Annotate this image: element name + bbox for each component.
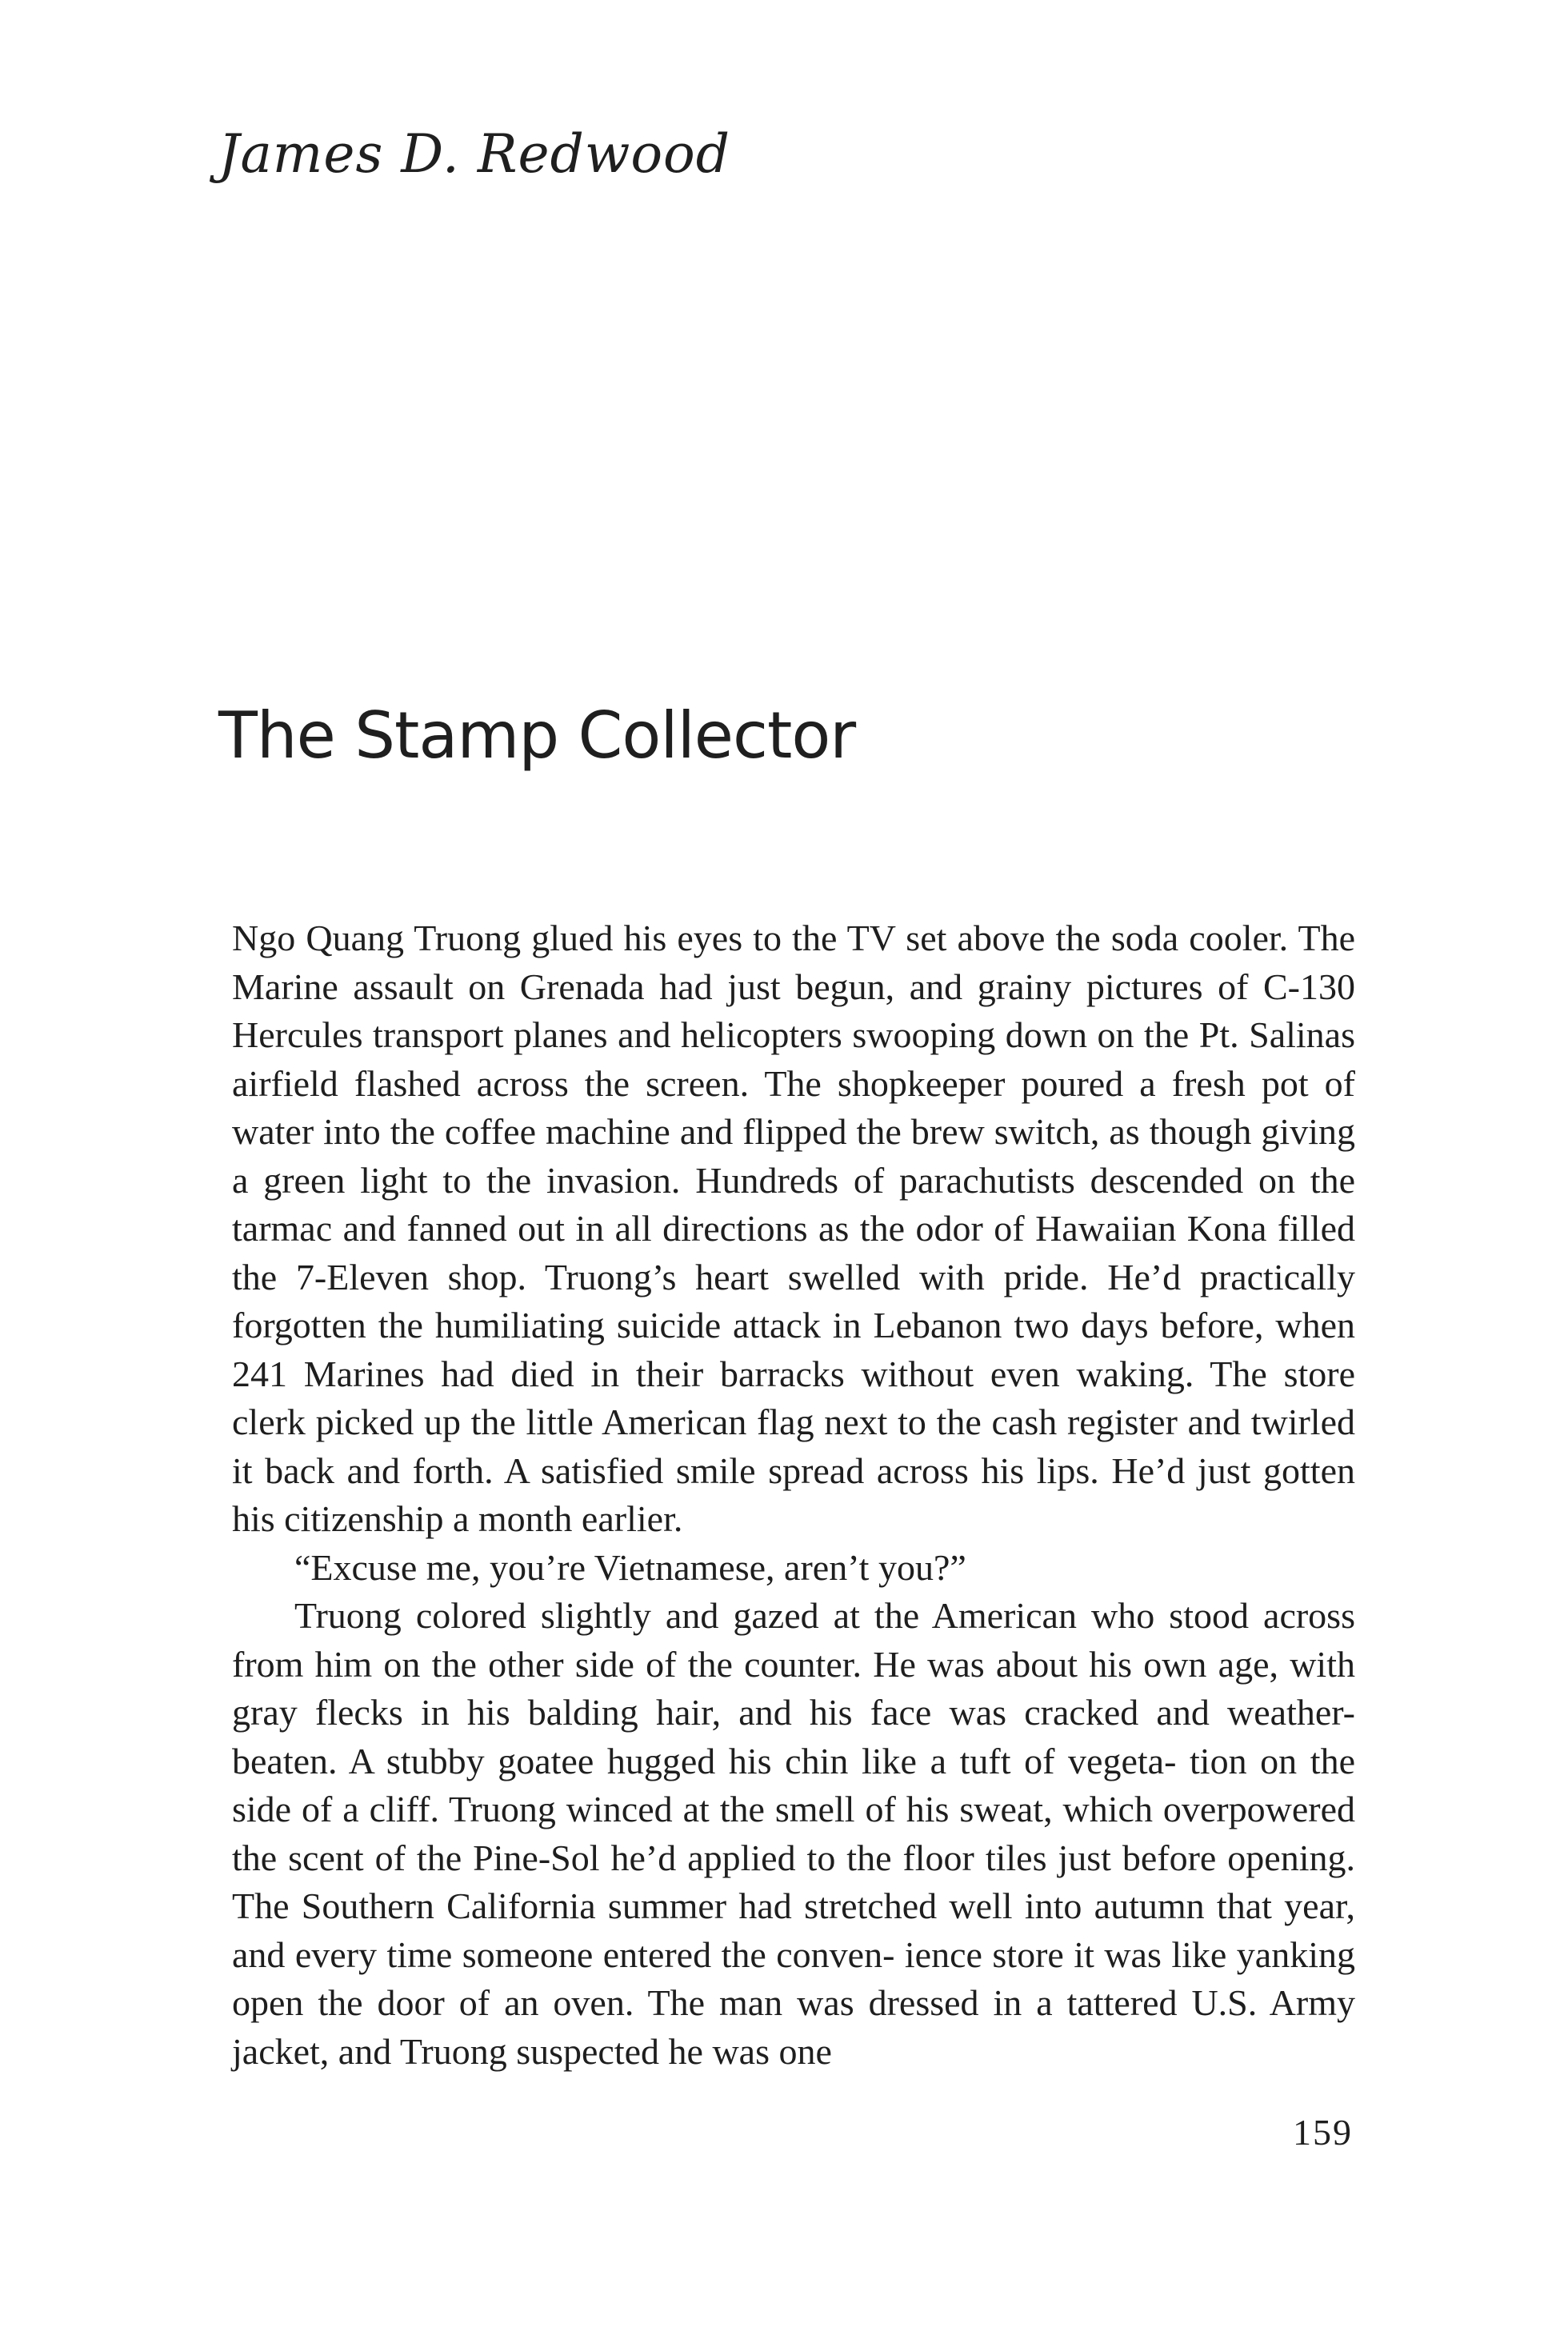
story-title: The Stamp Collector [218,698,856,773]
page-number: 159 [1293,2112,1353,2153]
paragraph-1: Ngo Quang Truong glued his eyes to the TV set above the soda cooler. The Marine assault on Grenada had just begun, and grainy pictures of C-130 Hercules transport planes and helicopters swooping down on the Pt. Salinas airfield flashed across the screen. The shopkeeper poured a fresh pot of water into the coffee machine and flipped the brew switch, as though giving a green light to the invasion. Hundreds of parachutists descended on the tarmac and fanned out in all directions as the odor of Hawaiian Kona filled the 7-Eleven shop. Truong’s heart swelled with pride. He’d practically forgotten the humiliating suicide attack in Lebanon two days before, when 241 Marines had died in their barracks without even waking. The store clerk picked up the little American flag next to the cash register and twirled it back and forth. A satisfied smile spread across his lips. He’d just gotten his citizenship a month earlier. [232,918,1355,1539]
running-head-author: James D. Redwood [218,123,731,185]
paragraph-3: Truong colored slightly and gazed at the American who stood across from him on the other side of the counter. He was about his own age, with gray flecks in his balding hair, and his face was cracked and weather-beaten. A stubby goatee hugged his chin like a tuft of vegeta- tion on the side of a cliff. Truong winced at the smell of his sweat, which overpowered the scent of the Pine-Sol he’d applied to the floor tiles just before opening. The Southern California summer had stretched well into autumn that year, and every time someone entered the conven- ience store it was like yanking open the door of an oven. The man was dressed in a tattered U.S. Army jacket, and Truong suspected he was one [232,1595,1355,2072]
story-body [232,914,1355,2076]
paragraph-2: “Excuse me, you’re Vietnamese, aren’t you?” [294,1546,966,1588]
